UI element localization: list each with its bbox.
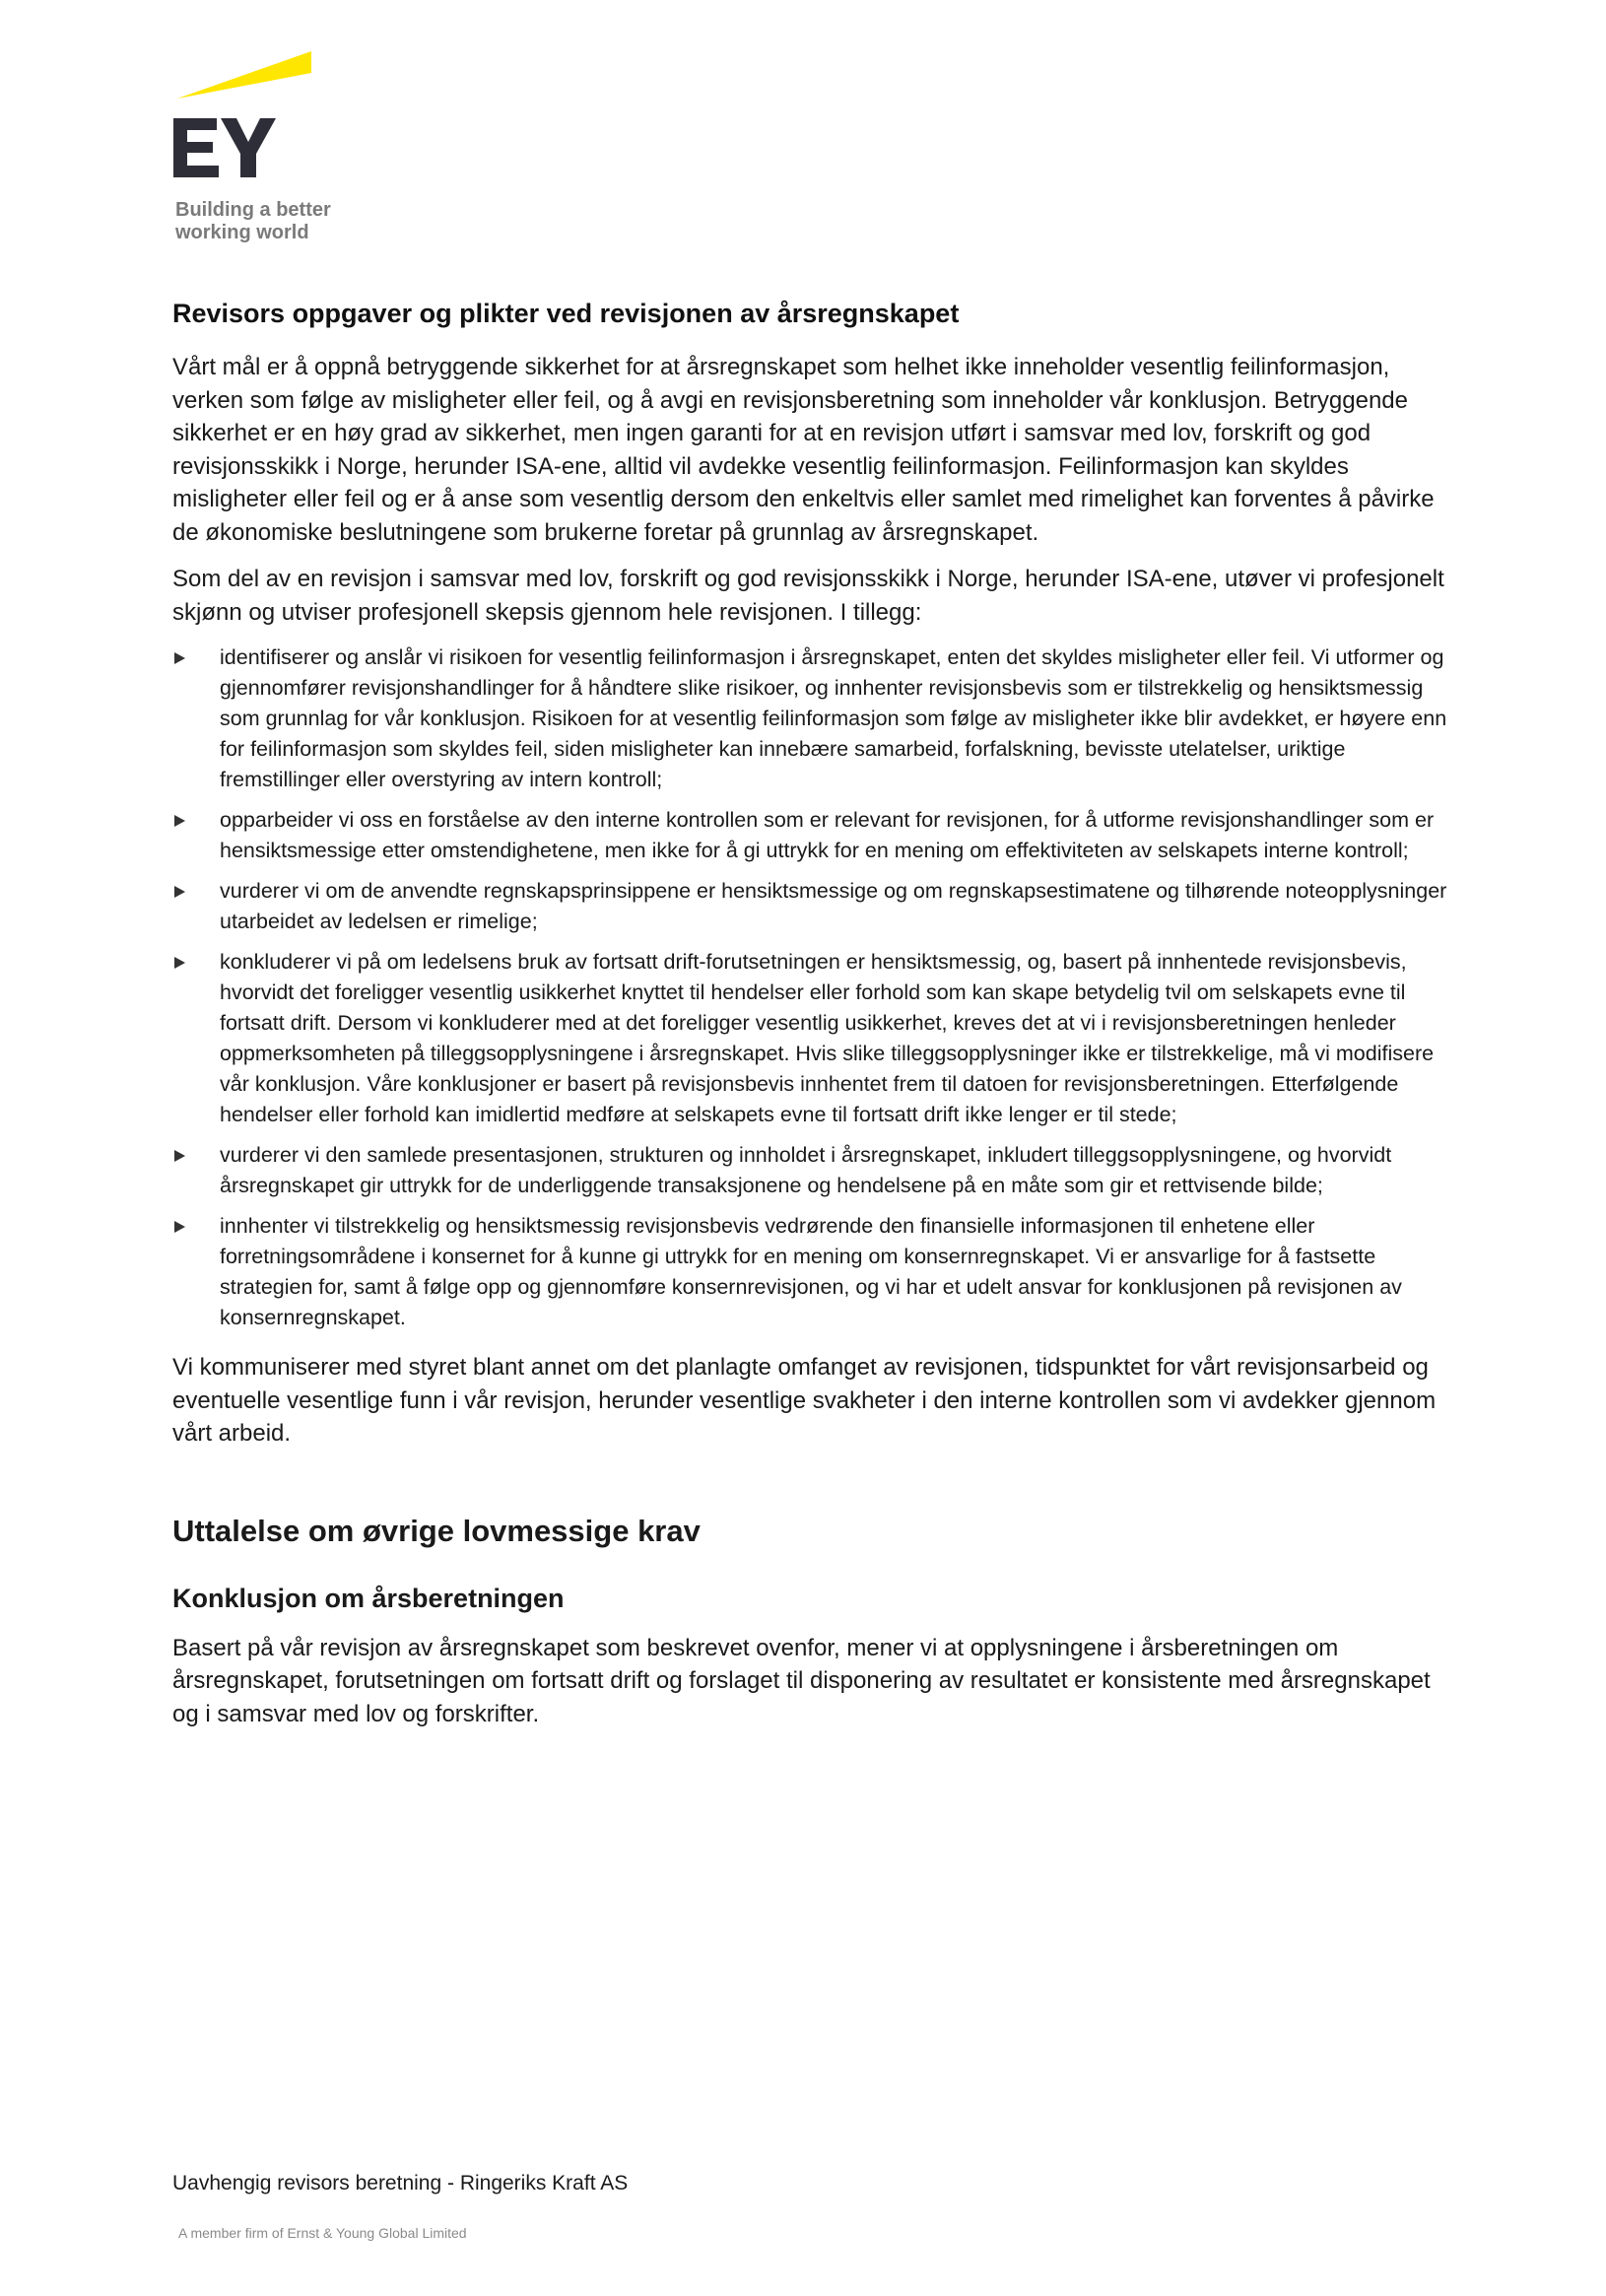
- section-heading: Revisors oppgaver og plikter ved revisjonen av årsregnskapet: [172, 299, 960, 328]
- list-item: [172, 947, 1453, 1130]
- list-item-text: konkluderer vi på om ledelsens bruk av fortsatt drift-forutsetningen er hensiktsmessig, og, basert på innhentede revisjonsbevis, hvorvidt det foreligger vesentlig usikkerhet knyttet til hendelser eller forhold som kan skape betydelig tvil om selskapets evne til fortsatt drift. Dersom vi konkluderer med at det foreligger vesentlig usikkerhet, kreves det at vi i revisjonsberetningen henleder oppmerksomheten på tilleggsopplysningene i årsregnskapet. Hvis slike tilleggsopplysninger ikke er tilstrekkelige, må vi modifisere vår konklusjon. Våre konklusjoner er basert på revisjonsbevis innhentet frem til datoen for revisjonsberetningen. Etterfølgende hendelser eller forhold kan imidlertid medføre at selskapets evne til fortsatt drift ikke lenger er til stede;: [220, 950, 1435, 1126]
- logo-tagline: Building a better working world: [175, 199, 331, 243]
- footer-member-note: A member firm of Ernst & Young Global Limited: [178, 2225, 467, 2241]
- list-item: [172, 1211, 1453, 1333]
- list-item: [172, 805, 1453, 866]
- paragraph-objective: Vårt mål er å oppnå betryggende sikkerhet for at årsregnskapet som helhet ikke inneholder vesentlig feilinformasjon, verken som følge av misligheter eller feil, og å avgi en revisjonsberetning som inneholder vår konklusjon. Betryggende sikkerhet er en høy grad av sikkerhet, men ingen garanti for at en revisjon utført i samsvar med lov, forskrift og god revisjonsskikk i Norge, herunder ISA-ene, alltid vil avdekke vesentlig feilinformasjon. Feilinformasjon kan skyldes misligheter eller feil og er å anse som vesentlig dersom den enkeltvis eller samlet med rimelighet kan forventes å påvirke de økonomiske beslutningene som brukerne foretar på grunnlag av årsregnskapet.: [172, 354, 1435, 546]
- bullet-arrow-icon: [174, 886, 185, 898]
- paragraph-intro: Som del av en revisjon i samsvar med lov, forskrift og god revisjonsskikk i Norge, herunder ISA-ene, utøver vi profesjonelt skjønn og utviser profesjonell skepsis gjennom hele revisjonen. I tillegg:: [172, 566, 1444, 626]
- ey-logo: [173, 47, 370, 244]
- procedure-list: [172, 642, 1453, 1333]
- paragraph-communication: Vi kommuniserer med styret blant annet om det planlagte omfanget av revisjonen, tidspunktet for vårt revisjonsarbeid og eventuelle vesentlige funn i vår revisjon, herunder vesentlige svakheter i den interne kontrollen som vi avdekker gjennom vårt arbeid.: [172, 1354, 1437, 1447]
- list-item-text: innhenter vi tilstrekkelig og hensiktsmessig revisjonsbevis vedrørende den finansielle informasjonen til enhetene eller forretningsområdene i konsernet for å kunne gi uttrykk for en mening om konsernregnskapet. Vi er ansvarlige for å fastsette strategien for, samt å følge opp og gjennomføre konsernrevisjonen, og vi har et udelt ansvar for konklusjonen på revisjonen av konsernregnskapet.: [220, 1214, 1402, 1329]
- bullet-arrow-icon: [174, 957, 185, 969]
- list-item: [172, 642, 1453, 795]
- bullet-arrow-icon: [174, 815, 185, 827]
- section-heading-other-requirements: Uttalelse om øvrige lovmessige krav: [172, 1513, 701, 1548]
- list-item-text: identifiserer og anslår vi risikoen for vesentlig feilinformasjon i årsregnskapet, enten det skyldes misligheter eller feil. Vi utformer og gjennomfører revisjonshandlinger for å håndtere slike risikoer, og innhenter revisjonsbevis som er tilstrekkelig og hensiktsmessig som grunnlag for vår konklusjon. Risikoen for at vesentlig feilinformasjon som følge av misligheter ikke blir avdekket, er høyere enn for feilinformasjon som skyldes feil, siden misligheter kan innebære samarbeid, forfalskning, bevisste utelatelser, uriktige fremstillinger eller overstyring av intern kontroll;: [220, 645, 1447, 791]
- paragraph-conclusion: Basert på vår revisjon av årsregnskapet som beskrevet ovenfor, mener vi at opplysningene i årsberetningen om årsregnskapet, forutsetningen om fortsatt drift og forslaget til disponering av resultatet er konsistente med årsregnskapet og i samsvar med lov og forskrifter.: [172, 1634, 1431, 1727]
- list-item: [172, 876, 1453, 937]
- document-body: [172, 296, 1453, 1744]
- footer-title: Uavhengig revisors beretning - Ringeriks Kraft AS: [172, 2172, 629, 2195]
- bullet-arrow-icon: [174, 1221, 185, 1233]
- ey-logo-mark: [173, 47, 321, 195]
- subheading-annual-report: Konklusjon om årsberetningen: [172, 1583, 565, 1613]
- list-item-text: opparbeider vi oss en forståelse av den interne kontrollen som er relevant for revisjonen, for å utforme revisjonshandlinger som er hensiktsmessige etter omstendighetene, men ikke for å gi uttrykk for en mening om effektiviteten av selskapets interne kontroll;: [220, 808, 1435, 862]
- list-item-text: vurderer vi den samlede presentasjonen, strukturen og innholdet i årsregnskapet, inkludert tilleggsopplysningene, og hvorvidt årsregnskapet gir uttrykk for de underliggende transaksjonene og hendelsene på en måte som gir et rettvisende bilde;: [220, 1143, 1392, 1197]
- bullet-arrow-icon: [174, 652, 185, 664]
- bullet-arrow-icon: [174, 1150, 185, 1162]
- list-item-text: vurderer vi om de anvendte regnskapsprinsippene er hensiktsmessige og om regnskapsestimatene og tilhørende noteopplysninger utarbeidet av ledelsen er rimelige;: [220, 879, 1447, 933]
- list-item: [172, 1140, 1453, 1201]
